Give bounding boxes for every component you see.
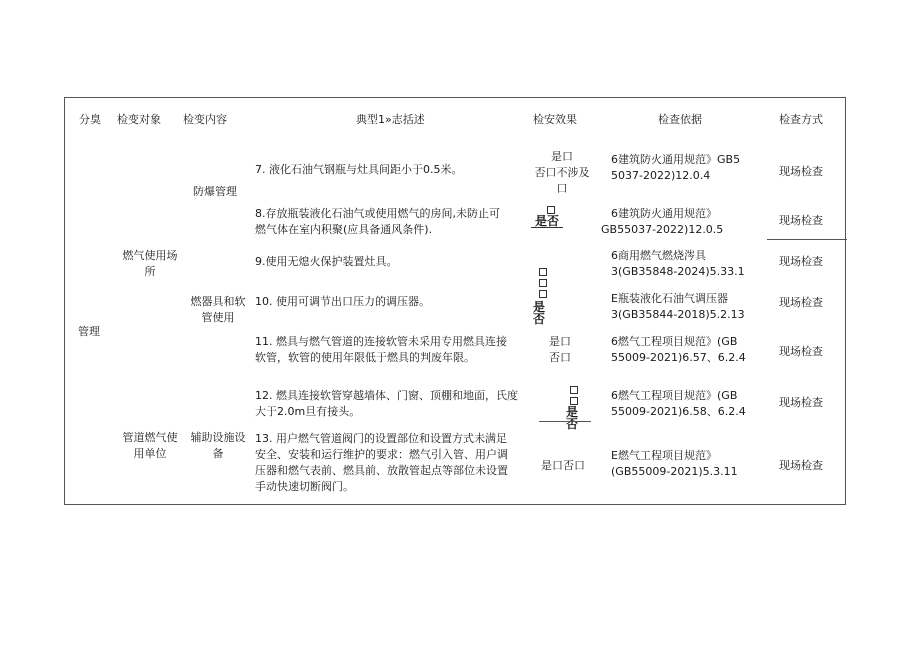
row-13-description: 13. 用户燃气管道阀门的设置部位和设置方式未满足 安全、安装和运行维护的要求：燃气引入管、用户调 压器和燃气表前、燃具前、放散管起点等部位未设置 手动快速切断阀门。	[255, 432, 508, 493]
row-13-method: 现场检查	[779, 459, 823, 472]
header-effect: 检安效果	[533, 113, 577, 126]
row-10-description: 10. 使用可调节出口压力的调压器。	[255, 295, 430, 308]
header-description: 典型1»志括述	[356, 113, 425, 126]
checkbox-icon	[539, 268, 547, 276]
row-12-basis: 6燃气工程项目规范》(GB 55009-2021)6.58、6.2.4	[611, 389, 746, 418]
checkbox-icon	[539, 279, 547, 287]
method-divider	[767, 239, 847, 240]
row-12-divider	[539, 421, 591, 422]
checkbox-icon	[539, 290, 547, 298]
row-11-method: 现场检查	[779, 345, 823, 358]
row-9-description: 9.使用无熄火保护装置灶具。	[255, 255, 398, 268]
row-12-method: 现场检查	[779, 396, 823, 409]
row-11-effect: 是口 否口	[549, 335, 571, 364]
row-11-basis: 6燃气工程项目规范》(GB 55009-2021)6.57、6.2.4	[611, 335, 746, 364]
inspection-table	[64, 97, 846, 505]
header-object: 检变对象	[117, 113, 161, 126]
object-venue: 燃气使用场 所	[122, 249, 178, 278]
row-13-effect: 是口否口	[541, 459, 585, 472]
object-pipeline-unit: 管道燃气使 用单位	[122, 431, 178, 460]
row-10-method: 现场检查	[779, 296, 823, 309]
row-7-description: 7. 液化石油气钢瓶与灶具间距小于0.5米。	[255, 163, 463, 176]
row-9-basis: 6商用燃气燃烧涔具 3(GB35848-2024)5.33.1	[611, 249, 745, 278]
checkbox-icon	[570, 397, 578, 405]
checkbox-icon	[570, 386, 578, 394]
row-10-basis: E瓶装液化石油气调压器 3(GB35844-2018)5.2.13	[611, 292, 745, 321]
row-10-effect: 是否	[531, 266, 555, 325]
row-8-method: 现场检查	[779, 214, 823, 227]
content-appliances-hoses: 燃器具和软 管使用	[190, 295, 246, 324]
content-auxiliary: 辅助设施设 备	[190, 431, 246, 460]
row-8-basis: 6建筑防火通用规范》 GB55037-2022)12.0.5	[601, 207, 724, 236]
row-12-description: 12. 燃具连接软管穿越墙体、门窗、顶棚和地面，氏度 大于2.0m旦有接头。	[255, 389, 518, 418]
row-9-method: 现场检查	[779, 255, 823, 268]
row-7-basis: 6建筑防火通用规范》GB5 5037-2022)12.0.4	[611, 153, 741, 182]
checkbox-icon	[547, 206, 555, 214]
header-basis: 检查依据	[658, 113, 702, 126]
header-content: 检变内容	[183, 113, 227, 126]
content-explosion-proof: 防爆管理	[193, 185, 237, 198]
row-12-effect: 是否	[565, 384, 583, 430]
header-category: 分臭	[79, 113, 101, 126]
row-11-description: 11. 燃具与燃气管道的连接软管未采用专用燃具连接 软管，软管的使用年限低于燃具的判废年限。	[255, 335, 507, 364]
row-7-effect: 是口 否口不涉及 口	[534, 150, 590, 195]
row-8-description: 8.存放瓶装液化石油气或使用燃气的房间,未防止可 燃气体在室内积聚(应具备通风条件).	[255, 207, 500, 236]
row-8-effect: 是否	[531, 204, 571, 228]
category-label: 管理	[78, 325, 100, 338]
header-method: 检查方式	[779, 113, 823, 126]
row-7-method: 现场检查	[779, 165, 823, 178]
row-13-basis: E燃气工程项目规范》 (GB55009-2021)5.3.11	[611, 449, 738, 478]
